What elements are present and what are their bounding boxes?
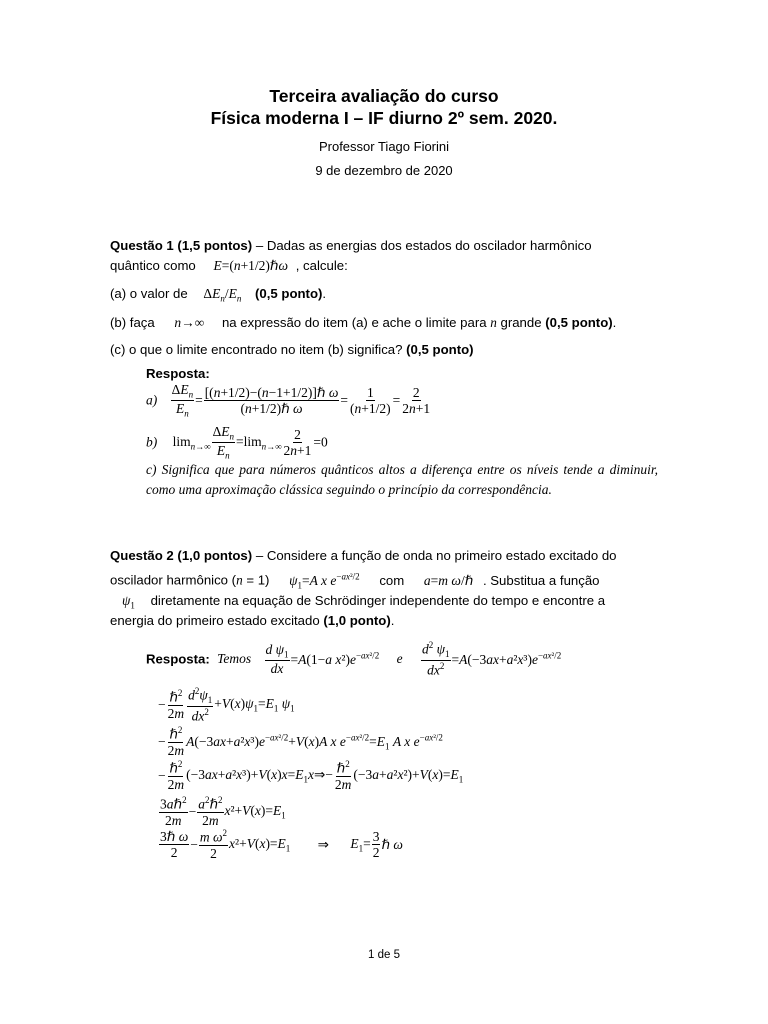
q2-intro-com: com: [379, 572, 405, 588]
q1-item-b-mid: na expressão do item (a) e ache o limite para: [221, 315, 487, 330]
q2-intro-n: n: [236, 572, 243, 588]
q2-wavefunction: $\psi_1=A$ x $e^{-ax^2/2}$: [289, 571, 360, 591]
q2-intro-points: (1,0 ponto): [323, 613, 391, 628]
q2-answer-label: Resposta:: [146, 651, 210, 667]
q2-intro-b: oscilador harmônico (: [110, 572, 237, 588]
q2-intro-b2: = 1): [242, 572, 270, 588]
q2-answer-line: Resposta: Temos $\frac{d \psi_1}{dx}$ =A(1−a $x^2)e^{-ax^2/2}$ e $\frac{d^2 \psi_1}{dx^2}$ $=A(-3ax+a^2x^3)e^{-ax^2/2}$: [146, 640, 562, 678]
q1-intro-a: – Dadas as energias dos estados do oscilador harmônico: [252, 238, 592, 253]
professor: Professor Tiago Fiorini: [318, 139, 450, 154]
q1-item-a-formula: $\Delta E_n/E_n$: [203, 286, 242, 304]
q1-frac-delta: $\frac{\Delta E_n}{E_n}$: [171, 382, 194, 419]
q2-psi1-symbol: $\psi_1$: [122, 593, 135, 611]
q1-item-b-formula: n→∞: [174, 315, 205, 330]
page-number: 1 de 5: [368, 949, 400, 961]
q1-item-b-text: (b) faça: [110, 315, 155, 330]
q2-temos: Temos: [217, 650, 252, 666]
q1-limit-frac-1: $\frac{\Delta E_n}{E_n}$: [212, 424, 234, 461]
q2-intro-line-2: [110, 571, 600, 590]
title-line-2: Física moderna I – IF diurno 2º sem. 2020.: [210, 108, 558, 128]
q1-intro-line-2: [110, 258, 348, 274]
q1-item-c-text: (c) o que o limite encontrado no item (b) significa?: [110, 342, 403, 357]
q1-energy-formula: E=(n+1/2)ℏω: [213, 258, 289, 273]
q2-e-conj: e: [396, 650, 403, 666]
q2-intro-line-3: [110, 593, 605, 611]
q2-label: Questão 2 (1,0 pontos): [110, 548, 253, 563]
q1-intro-b: quântico como: [110, 258, 196, 273]
q1-item-b: (b) faça n→∞ na expressão do item (a) e ache o limite para n grande (0,5 ponto).: [110, 315, 617, 330]
q1-frac-expansion: $\frac{\text{[(n+1/2)−(n−1+1/2)]ℏ ω}}{\text{(n+1/2)ℏ ω}}$: [204, 384, 339, 417]
q1-item-b-post: grande: [500, 315, 542, 330]
q2-intro-a: – Considere a função de onda no primeiro estado excitado do: [252, 548, 617, 563]
q2-second-derivative: $\frac{d^2 \psi_1}{dx^2}$: [421, 640, 450, 678]
q1-item-b-n: n: [490, 315, 497, 330]
q1-answer-b-label: b): [146, 434, 158, 450]
q1-item-c: [110, 342, 474, 357]
q2-derivation-5: $\frac{\text{3ℏ ω}}{2}$ − $\frac{m \omega^2}{2}$ $x^2+V(x)=E_1$ ⇒ $E_1=$ $\frac{3}{2}$ ℏ ω: [160, 828, 403, 862]
q2-derivation-2: − $\frac{\hbar^2}{2m}$ $A(-3ax+a^2x^3)e^{-ax^2/2}+V(x)A$ x $e^{-ax^2/2}=E_1$ A x $e^{-ax^2/2}$: [158, 725, 443, 759]
q1-answer-a: a) $\frac{\Delta E_n}{E_n}$ = $\frac{\text{[(n+1/2)−(n−1+1/2)]ℏ ω}}{\text{(n+1/2)ℏ ω}}$ = $\frac{1}{(n+1/2)}$ = $\frac{2}{2n+1}$: [146, 382, 431, 419]
q1-item-c-points: (0,5 ponto): [406, 342, 474, 357]
q1-limit-frac-2: $\frac{2}{2n+1}$: [283, 426, 312, 459]
q2-derivation-3: − $\frac{\hbar^2}{2m}$ $(-3ax+a^2x^3)+V(x)x=E_1x\Rightarrow-$ $\frac{\hbar^2}{2m}$ $(-3a+a^2x^2)+V(x)=E_1$: [158, 759, 464, 793]
q2-derivation-1: − $\frac{\hbar^2}{2m}$ $\frac{d^2\psi_1}{dx^2}$ $+V(x)\psi_1=E_1$ $\psi_1$: [158, 686, 295, 724]
q2-alpha-def: a=m ω/ℏ: [423, 572, 474, 588]
q1-intro-c: , calcule:: [295, 258, 348, 273]
q1-answer-a-label: a): [146, 392, 158, 408]
q1-label: Questão 1 (1,5 pontos): [110, 238, 253, 253]
q2-first-derivative: $\frac{d \psi_1}{dx}$: [265, 641, 289, 676]
date: 9 de dezembro de 2020: [315, 163, 453, 178]
q1-answer-label: Resposta:: [146, 366, 210, 381]
q1-item-a-points: (0,5 ponto): [255, 286, 323, 301]
q2-intro-line-1: [110, 548, 617, 563]
q1-item-b-points: (0,5 ponto): [545, 315, 613, 330]
q2-intro-e: energia do primeiro estado excitado: [110, 613, 320, 628]
q2-intro-d: diretamente na equação de Schrödinger independente do tempo e encontre a: [150, 593, 606, 608]
q1-frac-simplified: $\frac{1}{(n+1/2)}$: [350, 384, 391, 417]
q1-answer-c: c) Significa que para números quânticos altos a diferença entre os níveis tende a diminuir, como uma aproximação clássica seguindo o princípio da correspondência.: [146, 462, 658, 497]
q2-intro-c: . Substitua a função: [482, 572, 600, 588]
q1-item-a-text: (a) o valor de: [110, 286, 188, 301]
q1-intro-line-1: [110, 238, 592, 253]
q1-item-a: (a) o valor de $\Delta E_n/E_n$ (0,5 ponto).: [110, 286, 327, 304]
q1-frac-final: $\frac{2}{2n+1}$: [402, 384, 431, 417]
q2-intro-line-4: energia do primeiro estado excitado (1,0 ponto).: [110, 613, 395, 628]
q2-derivation-4: $\frac{3a\hbar^2}{2m}$ − $\frac{a^2\hbar^2}{2m}$ $x^2+V(x)=E_1$: [160, 795, 286, 829]
title-line-1: Terceira avaliação do curso: [269, 86, 499, 106]
q1-answer-b: b) $\lim_{n\to\infty}$ $\frac{\Delta E_n}{E_n}$ $=\lim_{n\to\infty}$ $\frac{2}{2n+1}$ =0: [146, 424, 328, 461]
